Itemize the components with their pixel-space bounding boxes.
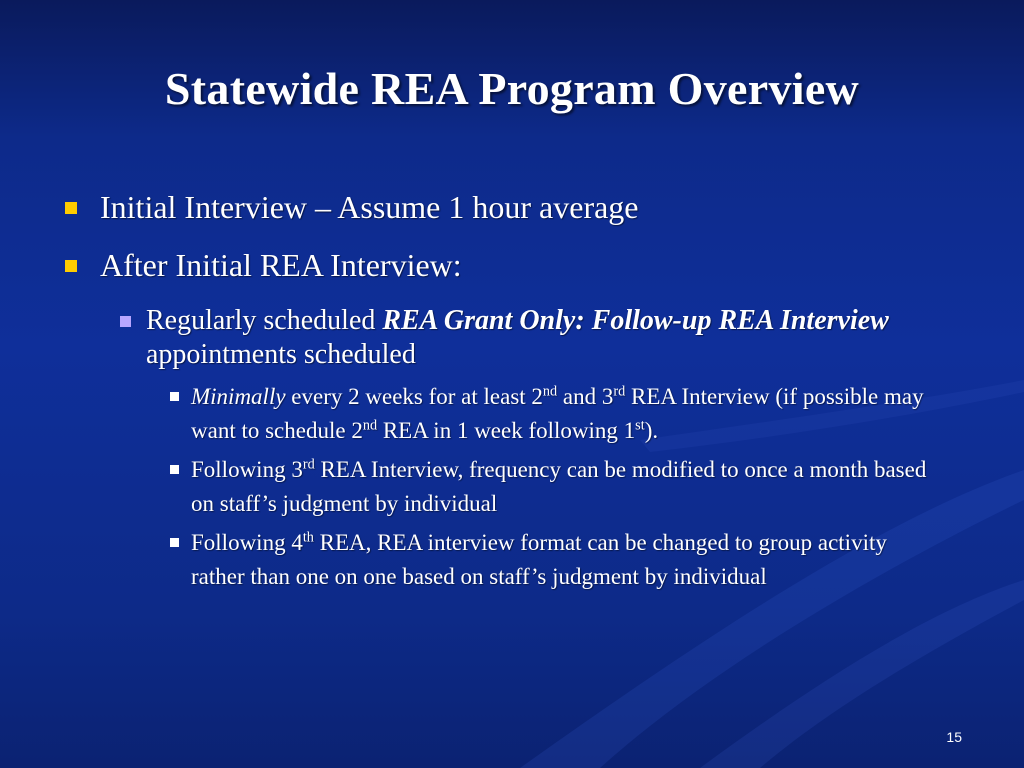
detail-text: REA, REA interview format can be changed to group activity rather than one on one based on staff’s judgment by individual — [191, 530, 887, 589]
square-bullet-icon — [170, 465, 179, 474]
bullet-text: After Initial REA Interview: — [100, 247, 462, 283]
square-bullet-icon — [65, 202, 77, 214]
subbullet-suffix: appointments scheduled — [146, 339, 416, 370]
slide-title: Statewide REA Program Overview — [164, 63, 860, 114]
ordinal-suffix: rd — [613, 383, 626, 400]
subbullet-emphasis: REA Grant Only: Follow-up REA Interview — [382, 305, 889, 336]
bullet-text: Initial Interview – Assume 1 hour average — [100, 189, 639, 225]
detail-text: every 2 weeks for at least 2 — [285, 384, 543, 409]
detail-text: ). — [644, 418, 659, 443]
page-number: 15 — [946, 729, 962, 745]
square-bullet-icon — [170, 538, 179, 547]
ordinal-suffix: st — [635, 417, 645, 434]
ordinal-suffix: nd — [362, 417, 378, 434]
detail-minimally — [165, 380, 936, 448]
ordinal-suffix: th — [302, 529, 314, 546]
detail-text: REA in 1 week following 1 — [377, 418, 636, 443]
bullet-after-initial — [60, 246, 960, 284]
detail-text: and 3 — [557, 384, 614, 409]
slide-content — [60, 188, 960, 599]
detail-text: REA Interview, frequency can be modified to once a month based on staff’s judgment by individual — [191, 457, 927, 516]
ordinal-suffix: nd — [542, 383, 558, 400]
detail-italic: Minimally — [191, 384, 286, 409]
subbullet-regularly-scheduled — [110, 304, 906, 372]
subbullet-prefix: Regularly scheduled — [146, 305, 383, 336]
detail-following-fourth — [165, 526, 936, 594]
detail-following-third — [165, 453, 936, 521]
bullet-initial-interview — [60, 188, 960, 226]
square-bullet-icon — [170, 392, 179, 401]
detail-text: Following 4 — [191, 530, 303, 555]
detail-text: REA Interview (if possible may want to schedule 2 — [191, 384, 924, 443]
detail-text: Following 3 — [191, 457, 303, 482]
square-bullet-icon — [120, 316, 131, 327]
ordinal-suffix: rd — [302, 456, 315, 473]
square-bullet-icon — [65, 260, 77, 272]
